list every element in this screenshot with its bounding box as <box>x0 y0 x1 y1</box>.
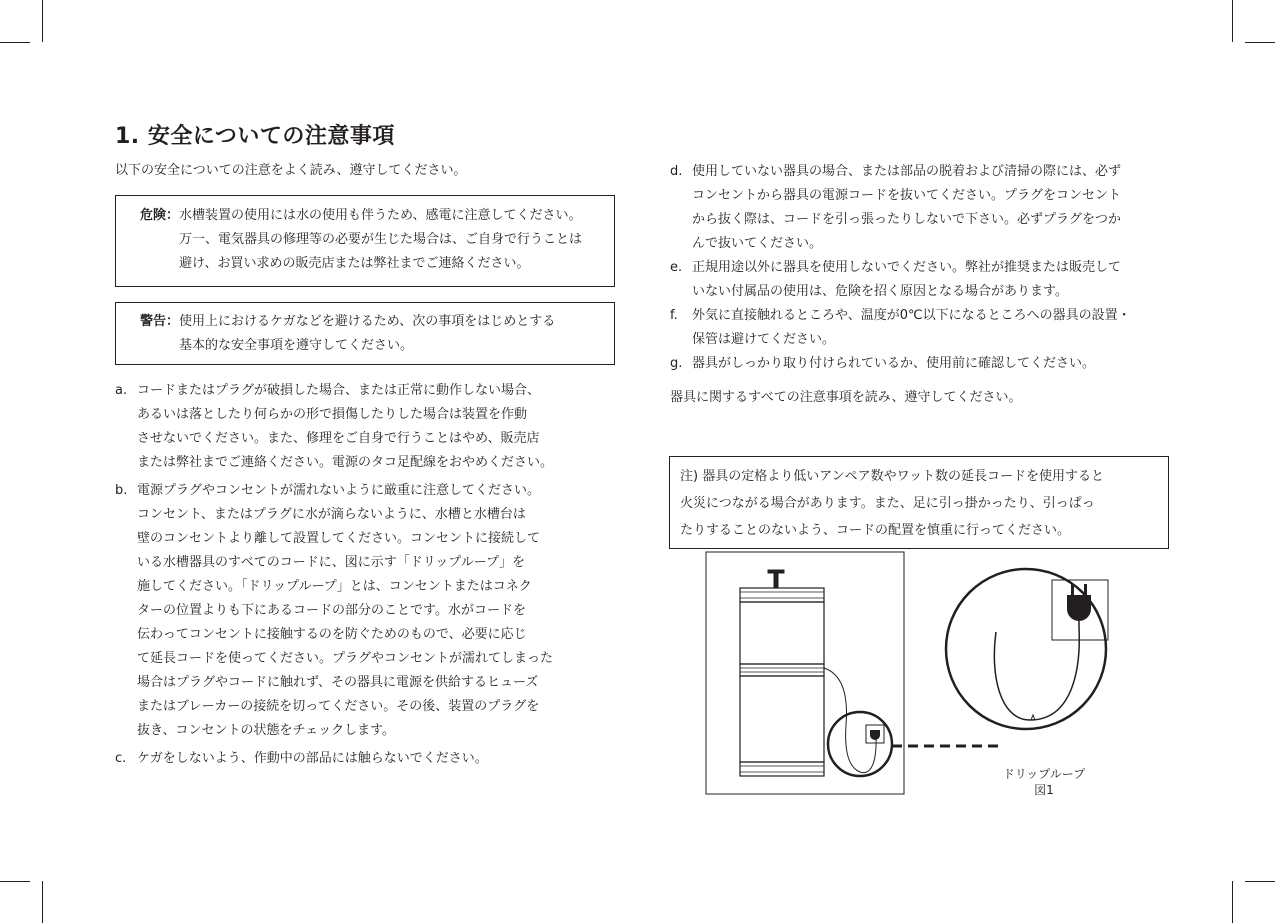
list-marker: d. <box>670 164 683 179</box>
list-item-text <box>137 747 615 771</box>
text-line: 場合はプラグやコードに触れず、その器具に電源を供給するヒューズ <box>137 675 539 690</box>
filter-stem-icon <box>774 572 778 588</box>
right-note: 器具に関するすべての注意事項を読み、遵守してください。 <box>670 390 1022 405</box>
text-line: て延長コードを使ってください。プラグやコンセントが濡れてしまった <box>137 651 554 666</box>
text-line: コンセントから器具の電源コードを抜いてください。プラグをコンセント <box>692 188 1122 203</box>
detail-circle-small <box>828 712 892 776</box>
tank-band-icon <box>740 664 824 676</box>
caution-line: 注) 器具の定格より低いアンペア数やワット数の延長コードを使用すると <box>680 469 1105 484</box>
warning-box <box>115 302 615 365</box>
text-line: から抜く際は、コードを引っ張ったりしないで下さい。必ずプラグをつか <box>692 212 1122 227</box>
plug-small-icon <box>870 730 880 740</box>
tank-base-icon <box>740 762 824 776</box>
text-line: 伝わってコンセントに接触するのを防ぐためのもので、必要に応じ <box>137 627 527 642</box>
warning-label: 警告： <box>139 314 179 329</box>
danger-line: 避け、お買い求めの販売店または弊社までご連絡ください。 <box>179 256 530 271</box>
tank-stand-icon <box>740 676 824 762</box>
text-line: コードまたはプラグが破損した場合、または正常に動作しない場合、 <box>137 383 541 398</box>
list-marker: b. <box>115 483 128 498</box>
tank-lid-icon <box>740 588 824 602</box>
figure-label: ドリップループ <box>1002 767 1086 781</box>
text-line: 使用していない器具の場合、または部品の脱着および清掃の際には、必ず <box>692 164 1122 179</box>
text-line: いない付属品の使用は、危険を招く原因となる場合があります。 <box>692 284 1068 299</box>
aquarium-illustration <box>706 552 904 794</box>
text-line: ターの位置よりも下にあるコードの部分のことです。水がコードを <box>137 603 526 618</box>
text-line: 器具がしっかり取り付けられているか、使用前に確認してください。 <box>692 356 1096 371</box>
list-marker: g. <box>670 356 683 371</box>
crop-mark <box>1245 881 1275 882</box>
text-line: 施してください。「ドリップループ」とは、コンセントまたはコネク <box>137 579 532 594</box>
list-marker: e. <box>670 260 683 275</box>
list-item-e <box>670 256 1175 304</box>
list-item-g <box>670 352 1175 376</box>
crop-mark <box>42 881 43 923</box>
text-line: 電源プラグやコンセントが濡れないように厳重に注意してください。 <box>137 483 541 498</box>
right-column <box>670 160 1175 423</box>
section-title: 1. 安全についての注意事項 <box>115 124 395 149</box>
list-marker: f. <box>670 308 678 323</box>
list-item-c <box>115 747 615 771</box>
caution-box <box>669 456 1169 549</box>
text-line: いる水槽器具のすべてのコードに、図に示す「ドリップループ」を <box>137 555 526 570</box>
text-line: んで抜いてください。 <box>692 236 823 251</box>
list-marker: a. <box>115 383 128 398</box>
text-line: 保管は避けてください。 <box>692 332 836 347</box>
tank-upper-icon <box>740 602 824 664</box>
warning-text <box>179 310 604 358</box>
list-item-a <box>115 379 615 475</box>
danger-box <box>115 195 615 287</box>
list-item-text <box>692 256 1175 304</box>
safety-list-left <box>115 379 615 771</box>
list-item-b <box>115 479 615 743</box>
section-intro: 以下の安全についての注意をよく読み、遵守してください。 <box>115 163 467 178</box>
danger-line: 水槽装置の使用には水の使用も伴うため、感電に注意してください。 <box>179 208 582 223</box>
crop-mark <box>0 42 30 43</box>
text-line: あるいは落としたり何らかの形で損傷したりした場合は装置を作動 <box>137 407 528 422</box>
text-line: させないでください。また、修理をご自身で行うことはやめ、販売店 <box>137 431 540 446</box>
danger-text <box>179 204 604 276</box>
crop-mark <box>1232 881 1233 923</box>
text-line: 正規用途以外に器具を使用しないでください。弊社が推奨または販売して <box>692 260 1122 275</box>
left-column <box>115 122 615 775</box>
list-item-d <box>670 160 1175 256</box>
list-marker: c. <box>115 751 127 766</box>
list-item-text <box>692 160 1175 256</box>
text-line: または弊社までご連絡ください。電源のタコ足配線をおやめください。 <box>137 455 554 470</box>
list-item-text <box>137 479 615 743</box>
drip-loop-diagram <box>700 550 1175 800</box>
text-line: 外気に直接触れるところや、温度が0℃以下になるところへの器具の設置・ <box>692 308 1131 323</box>
warning-line: 使用上におけるケガなどを避けるため、次の事項をはじめとする <box>179 314 556 329</box>
caution-line: たりすることのないよう、コードの配置を慎重に行ってください。 <box>680 523 1071 538</box>
crop-mark <box>1232 0 1233 42</box>
text-line: またはブレーカーの接続を切ってください。その後、装置のプラグを <box>137 699 540 714</box>
crop-mark <box>0 881 30 882</box>
text-line: 抜き、コンセントの状態をチェックします。 <box>137 723 396 738</box>
detail-circle-large <box>946 569 1106 729</box>
list-item-f <box>670 304 1175 352</box>
warning-line: 基本的な安全事項を遵守してください。 <box>179 338 414 353</box>
danger-label: 危険： <box>139 208 179 223</box>
crop-mark <box>1245 42 1275 43</box>
list-item-text <box>137 379 615 475</box>
figure-caption: 図1 <box>1034 783 1054 797</box>
drip-loop-cord <box>994 621 1079 720</box>
text-line: コンセント、またはプラグに水が滴らないように、水槽と水槽台は <box>137 507 526 522</box>
drip-loop-detail <box>946 569 1108 729</box>
crop-mark <box>42 0 43 42</box>
safety-list-right <box>670 160 1175 376</box>
list-item-text <box>692 352 1175 376</box>
text-line: 壁のコンセントより離して設置してください。コンセントに接続して <box>137 531 541 546</box>
caution-line: 火災につながる場合があります。また、足に引っ掛かったり、引っぱっ <box>680 496 1095 511</box>
danger-line: 万一、電気器具の修理等の必要が生じた場合は、ご自身で行うことは <box>179 232 583 247</box>
plug-large-icon <box>1067 595 1091 621</box>
list-item-text <box>692 304 1175 352</box>
text-line: ケガをしないよう、作動中の部品には触らないでください。 <box>137 751 488 766</box>
